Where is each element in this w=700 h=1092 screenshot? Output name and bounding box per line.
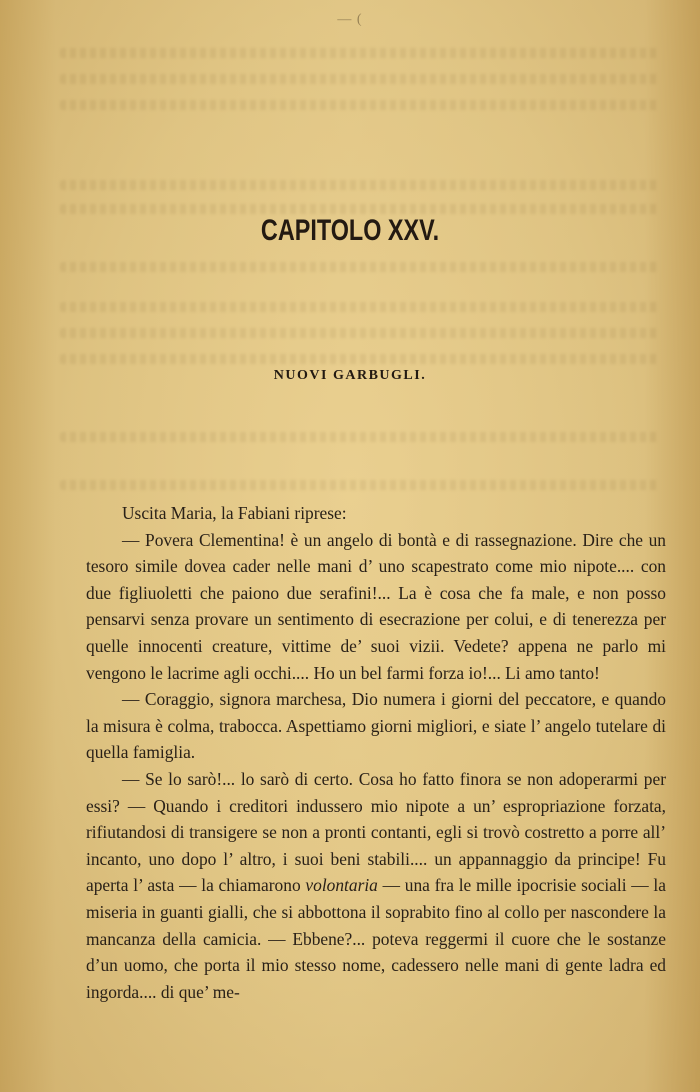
bleed-through-line xyxy=(60,354,660,364)
bleed-through-line xyxy=(60,328,660,338)
bleed-through-line xyxy=(60,262,660,272)
paragraph-text: — una fra le mille ipocrisie sociali — la miseria in guanti gialli, che si abbottona il soprabito fino al collo per nascondere la mancanza della camicia. — Ebbene?... poteva reggermi il cuore che le sostanze d’un uomo, che porta il mio stesso nome, cadessero nelle mani di gente ladra ed ingorda.... di que’ me- xyxy=(86,875,666,1002)
paragraph: Uscita Maria, la Fabiani riprese: xyxy=(122,503,347,523)
body-text xyxy=(86,500,666,1005)
bleed-through-line xyxy=(60,180,660,190)
page-number: — ( xyxy=(337,12,363,27)
paragraph xyxy=(86,766,666,1005)
bleed-through-line xyxy=(60,100,660,110)
bleed-through-line xyxy=(60,432,660,442)
bleed-through-line xyxy=(60,480,660,490)
emphasized-word: volontaria xyxy=(305,875,378,896)
paragraph-text: — Se lo sarò!... lo sarò di certo. Cosa ho fatto finora se non adoperarmi per essi? — Quando i creditori indussero mio nipote a un’ espropriazione forzata, rifiutandosi di transigere se non a pronti contanti, egli si trovò costretto a porre all’ incanto, uno dopo l’ altro, i suoi beni stabili.... un appannaggio da principe! Fu aperta l’ asta — la chiamarono xyxy=(86,768,666,896)
chapter-title: CAPITOLO XXV. xyxy=(260,214,440,247)
bleed-through-line xyxy=(60,74,660,84)
paragraph: — Povera Clementina! è un angelo di bontà e di rassegnazione. Dire che un tesoro simile dovea cader nelle mani d’ uno scapestrato come mio nipote.... con due figliuoletti che paiono due serafini!... La è cosa che fa male, e non posso pensarvi senza provare un sentimento di esecrazione per colui, e di tenerezza per quelle innocenti creature, vittime de’ suoi vizii. Vedete? appena ne parlo mi vengono le lacrime agli occhi.... Ho un bel farmi forza io!... Li amo tanto! xyxy=(86,529,666,683)
paragraph: — Coraggio, signora marchesa, Dio numera i giorni del peccatore, e quando la misura è colma, trabocca. Aspettiamo giorni migliori, e siate l’ angelo tutelare di quella famiglia. xyxy=(86,689,666,763)
bleed-through-line xyxy=(60,48,660,58)
bleed-through-line xyxy=(60,302,660,312)
chapter-subtitle: NUOVI GARBUGLI. xyxy=(273,368,427,383)
bleed-through-line xyxy=(60,204,660,214)
